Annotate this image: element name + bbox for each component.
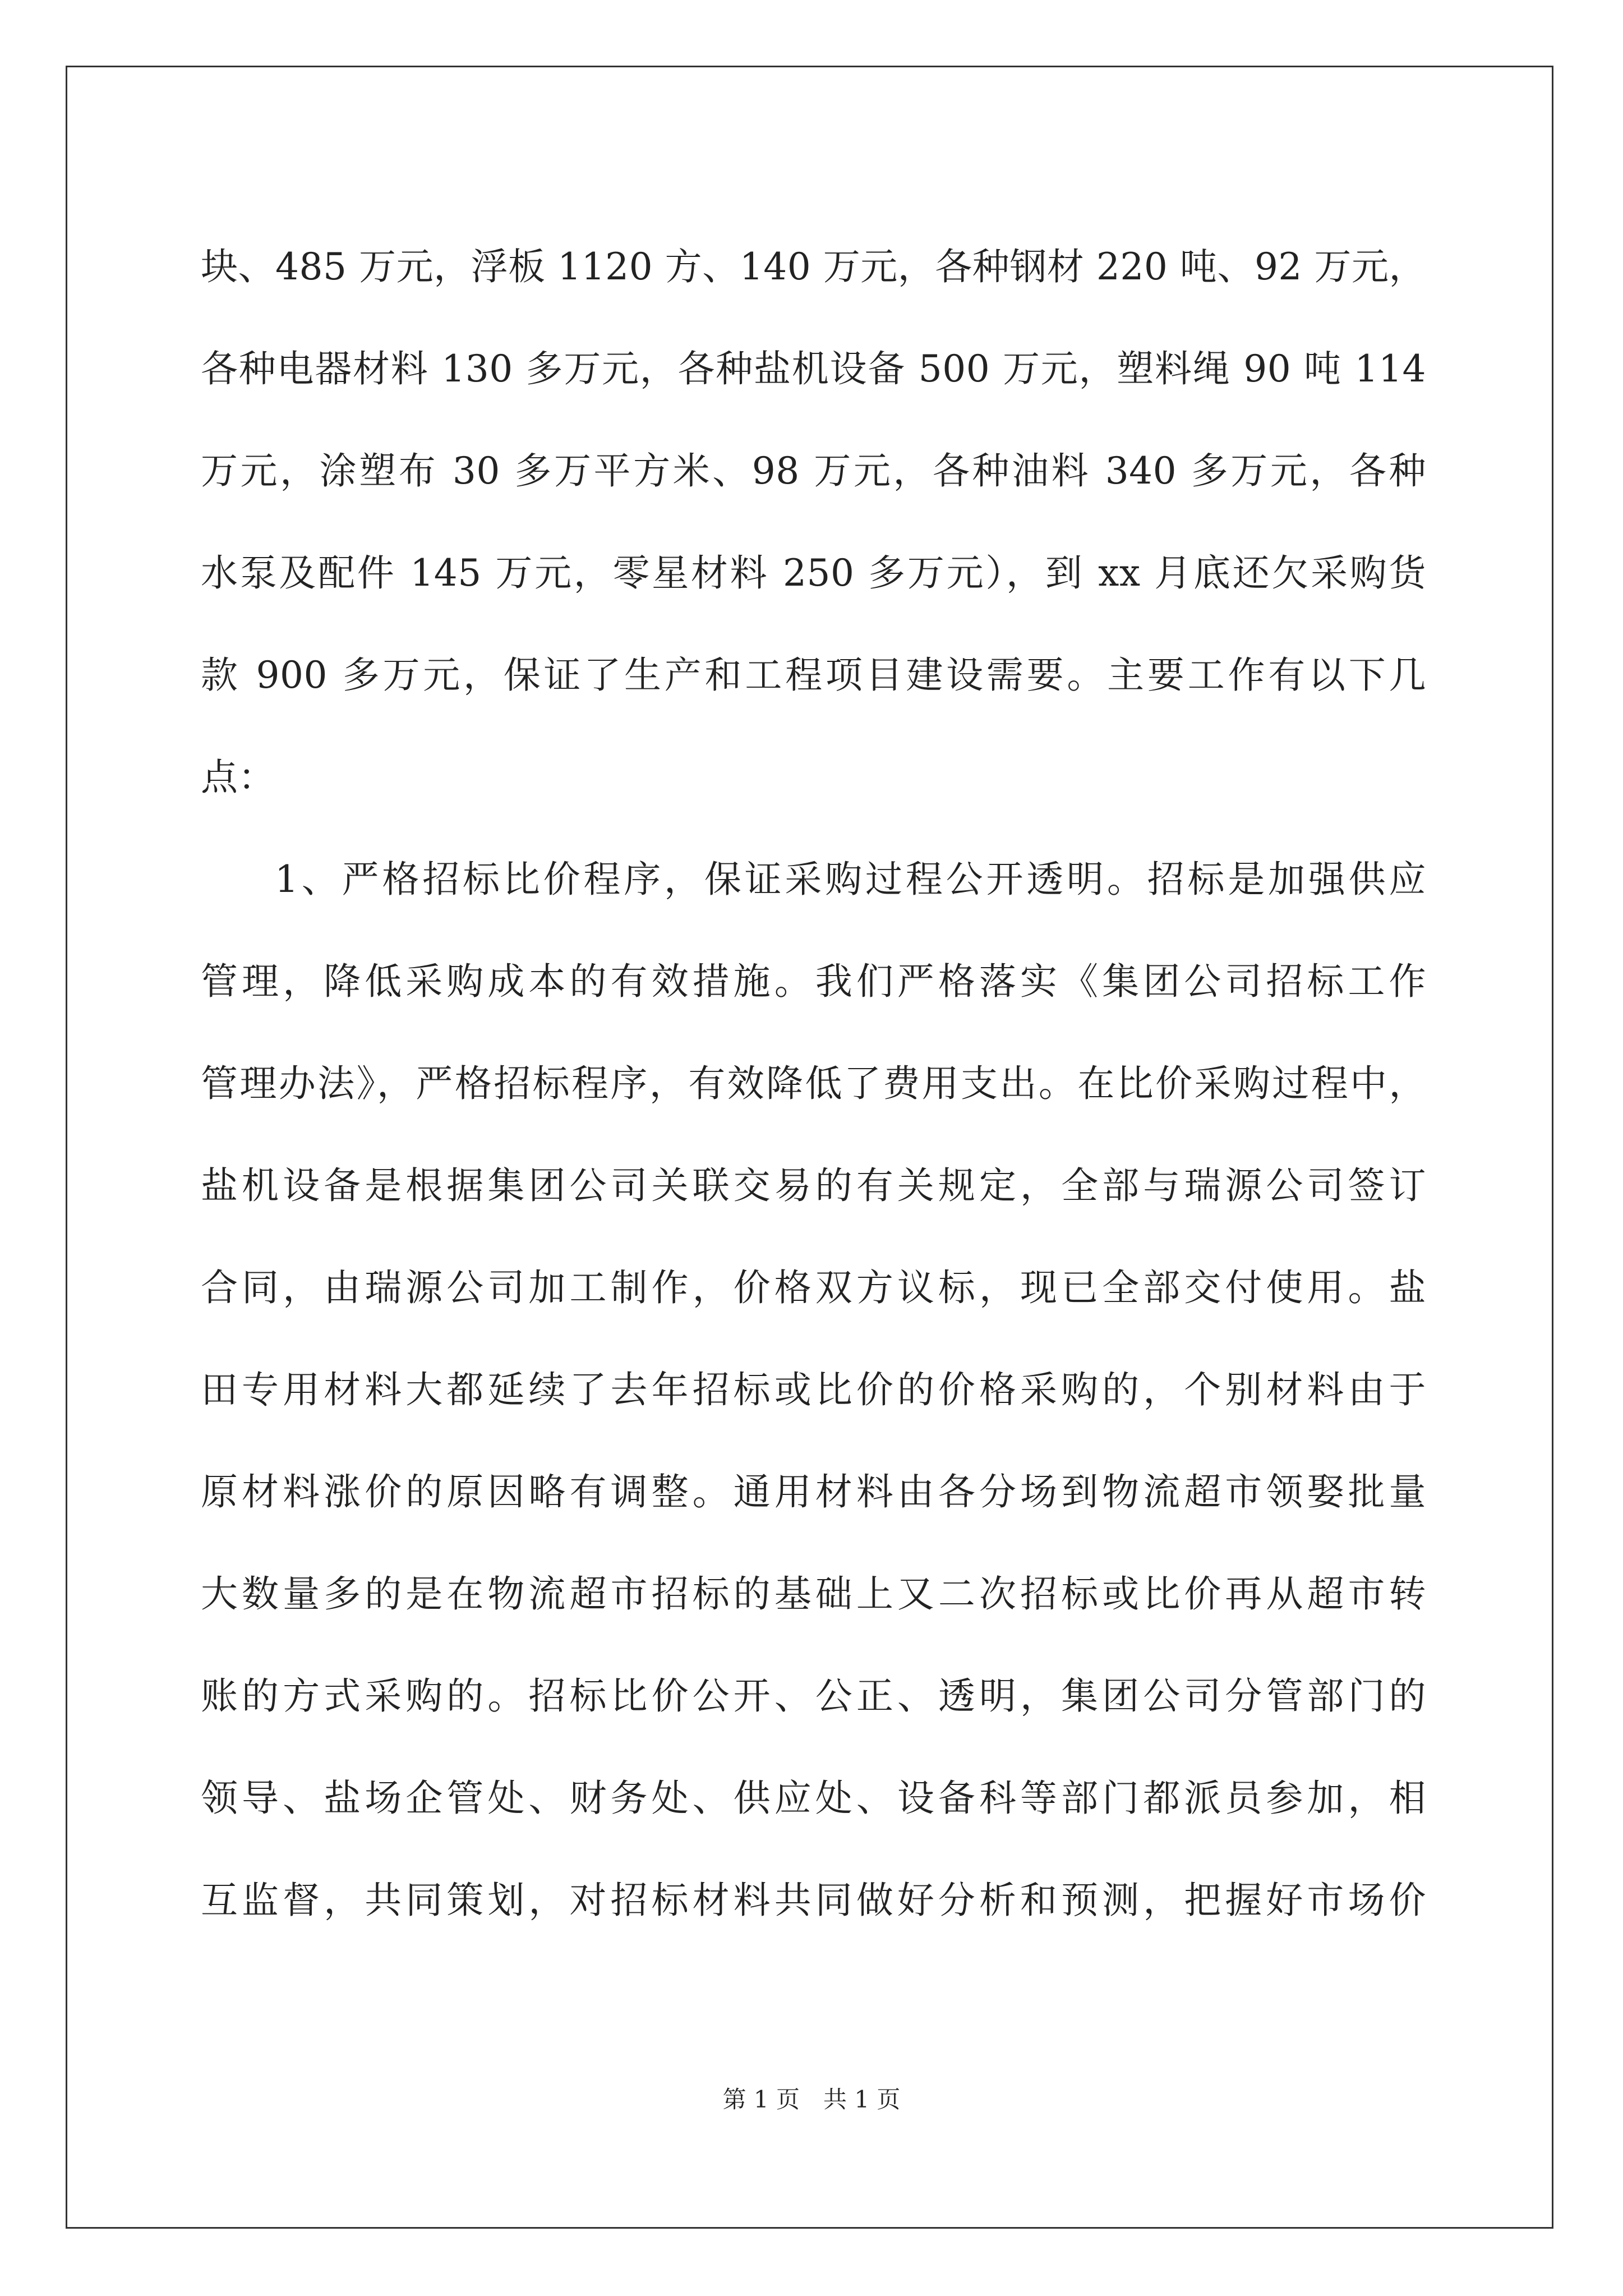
text-line: 万元，涂塑布 30 多万平方米、98 万元，各种油料 340 多万元，各种 — [201, 449, 1426, 493]
text-line: 款 900 多万元，保证了生产和工程项目建设需要。主要工作有以下几 — [201, 654, 1426, 697]
text-line: 合同，由瑞源公司加工制作，价格双方议标，现已全部交付使用。盐 — [201, 1266, 1426, 1309]
text-line: 水泵及配件 145 万元，零星材料 250 多万元），到 xx 月底还欠采购货 — [201, 551, 1426, 595]
text-line: 管理，降低采购成本的有效措施。我们严格落实《集团公司招标工作 — [201, 960, 1426, 1003]
text-line: 大数量多的是在物流超市招标的基础上又二次招标或比价再从超市转 — [201, 1572, 1426, 1616]
text-line: 盐机设备是根据集团公司关联交易的有关规定，全部与瑞源公司签订 — [201, 1164, 1426, 1207]
text-line: 账的方式采购的。招标比价公开、公正、透明，集团公司分管部门的 — [201, 1674, 1426, 1718]
text-line: 各种电器材料 130 多万元，各种盐机设备 500 万元，塑料绳 90 吨 114 — [201, 347, 1426, 390]
document-body — [201, 216, 1426, 1952]
page-number-footer: 第 1 页 共 1 页 — [722, 2086, 901, 2113]
text-line: 1、严格招标比价程序，保证采购过程公开透明。招标是加强供应 — [275, 858, 1426, 901]
text-line: 块、485 万元，浮板 1120 方、140 万元，各种钢材 220 吨、92 万元， — [201, 245, 1426, 288]
text-line: 原材料涨价的原因略有调整。通用材料由各分场到物流超市领娶批量 — [201, 1470, 1426, 1513]
text-line: 田专用材料大都延续了去年招标或比价的价格采购的，个别材料由于 — [201, 1368, 1426, 1411]
text-line: 互监督，共同策划，对招标材料共同做好分析和预测，把握好市场价 — [201, 1879, 1426, 1922]
text-line: 管理办法》，严格招标程序，有效降低了费用支出。在比价采购过程中， — [201, 1062, 1426, 1105]
text-line: 点： — [201, 756, 275, 799]
text-line: 领导、盐场企管处、财务处、供应处、设备科等部门都派员参加，相 — [201, 1777, 1426, 1820]
